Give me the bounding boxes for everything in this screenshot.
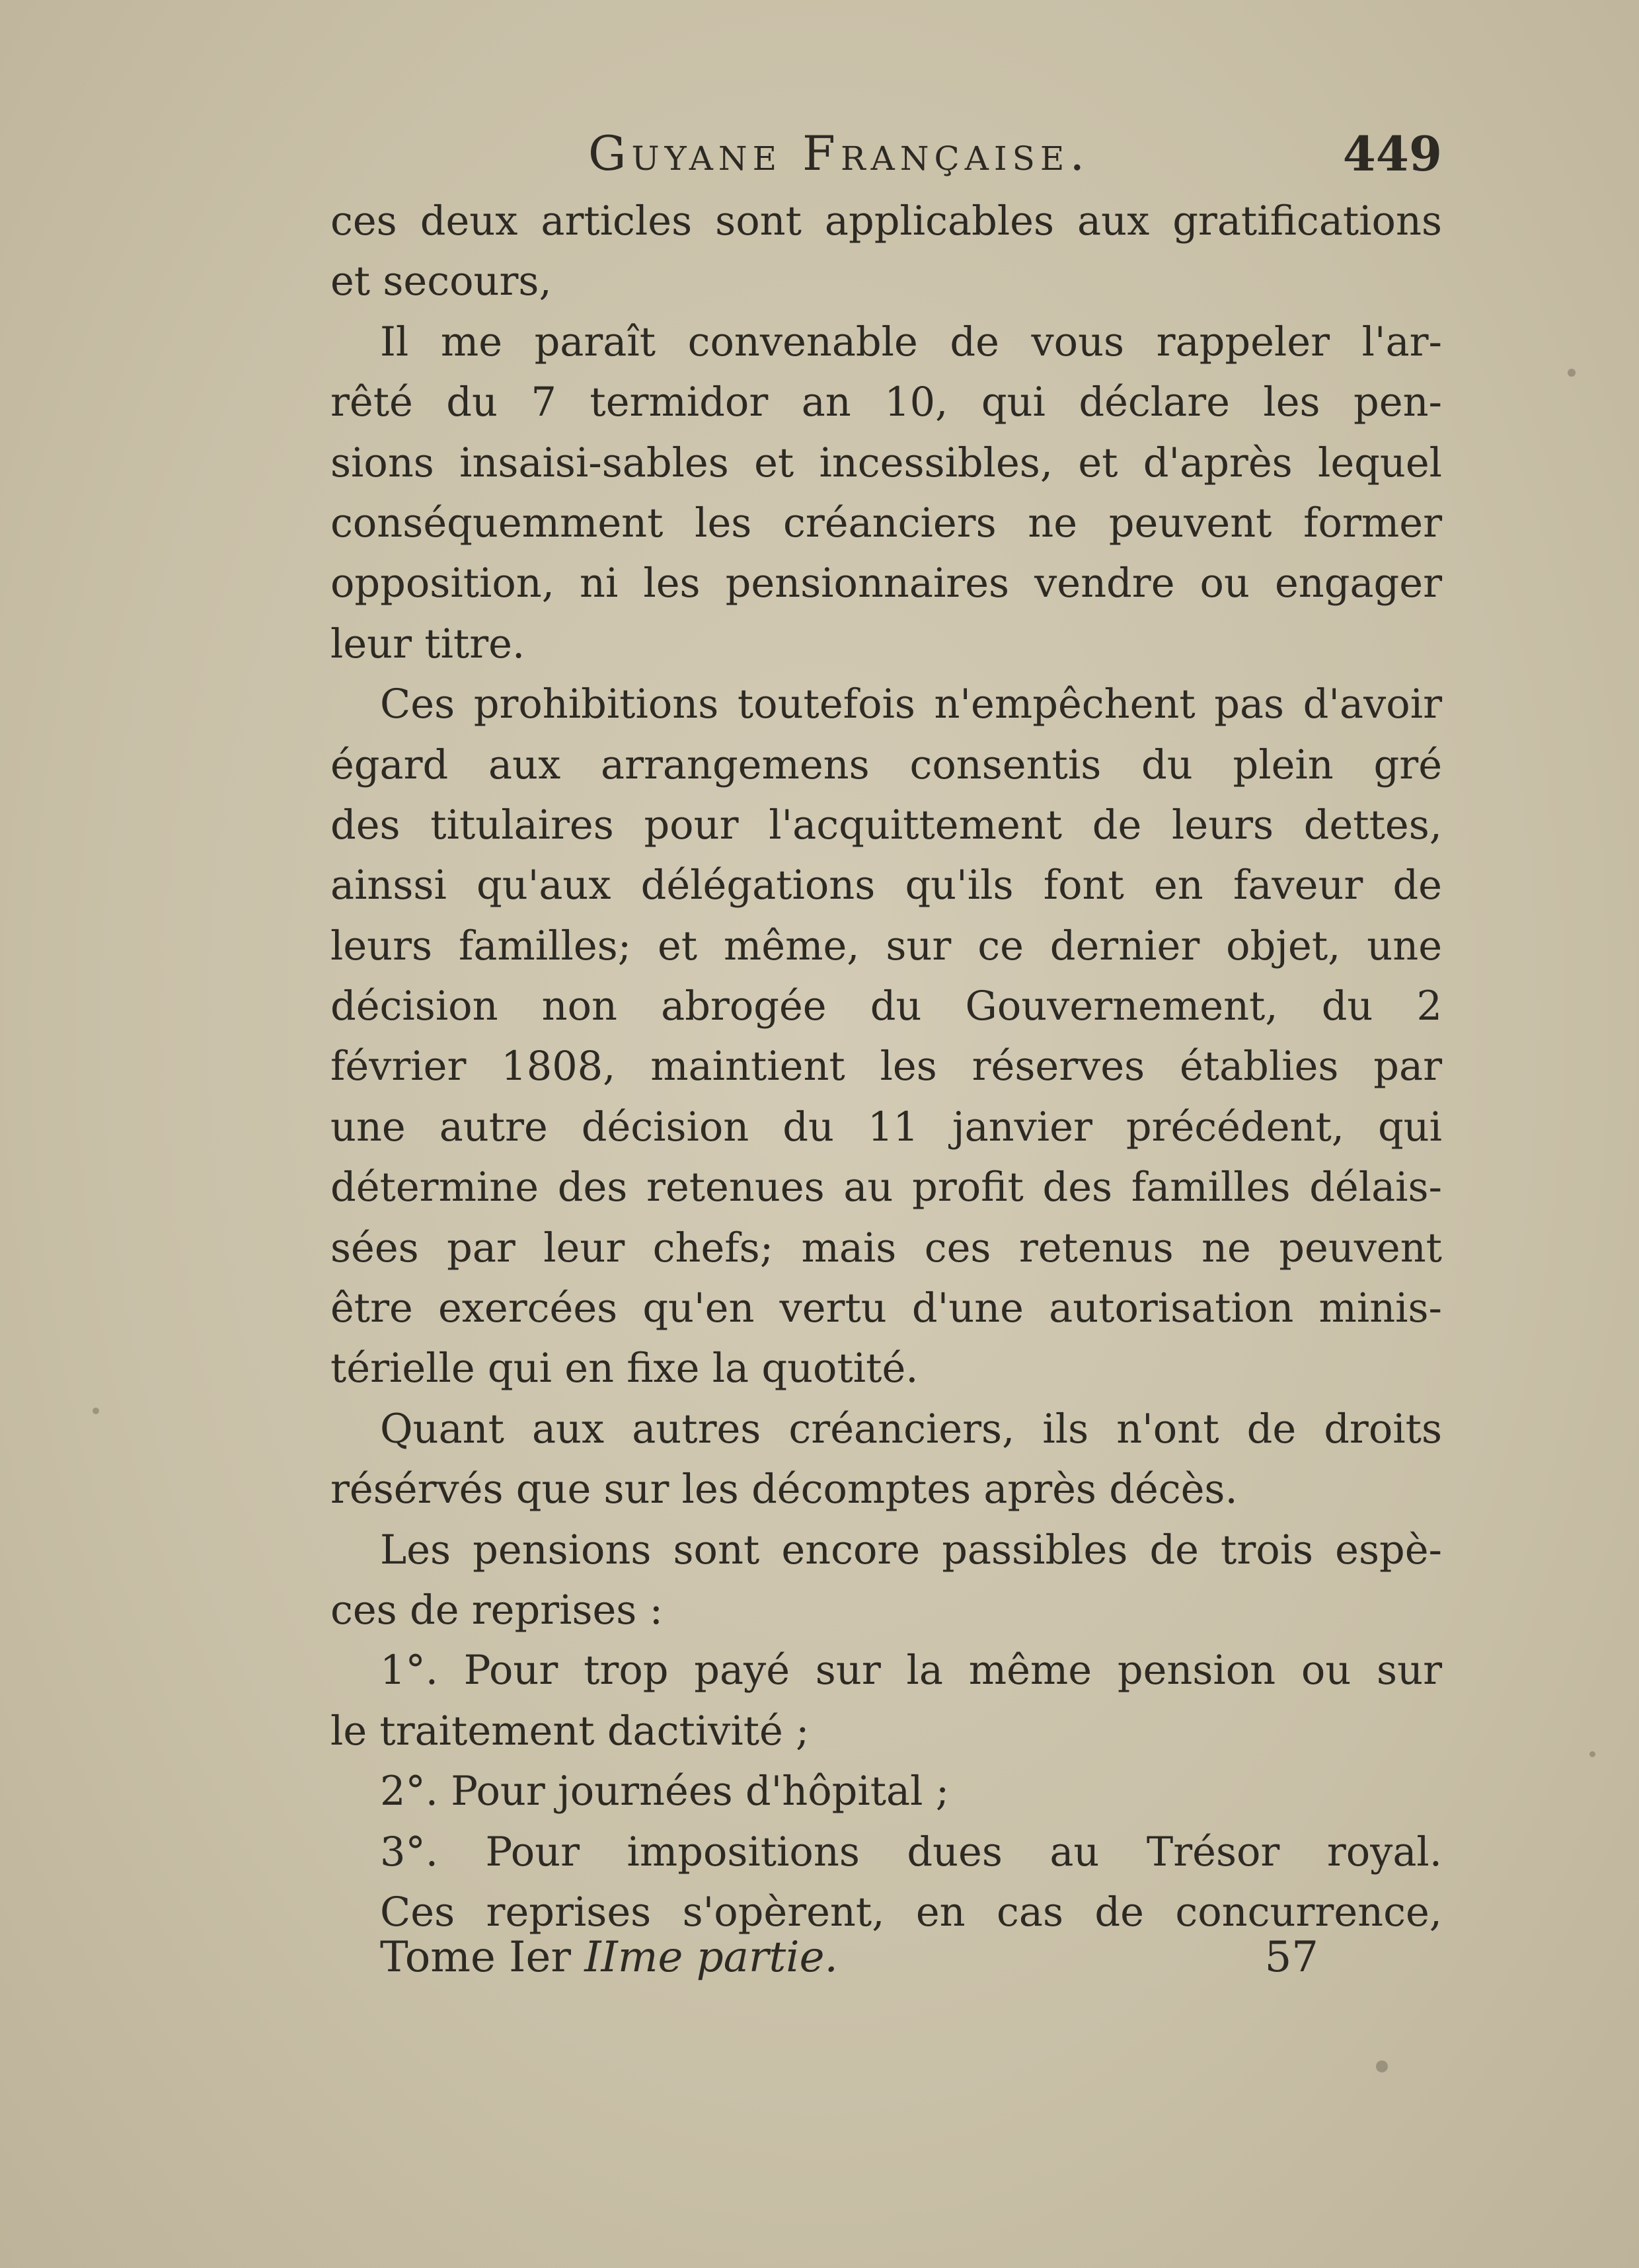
page-footer (380, 1933, 1318, 1996)
text-line: 1°. Pour trop payé sur la même pension ou sur (380, 1647, 1442, 1694)
signature-line (380, 1933, 838, 1982)
text-line: des titulaires pour l'acquittement de leurs dettes, (330, 802, 1442, 849)
signature-part: IIme partie. (584, 1933, 838, 1982)
text-line: Quant aux autres créanciers, ils n'ont de droits (380, 1406, 1442, 1453)
paper-speck (1589, 1751, 1595, 1757)
body-text (330, 192, 1442, 1943)
signature-mark: 57 (1264, 1933, 1318, 1982)
text-line: sées par leur chefs; mais ces retenus ne peuvent (330, 1225, 1442, 1271)
text-line: ces deux articles sont applicables aux gratifications (330, 198, 1442, 245)
text-line: Il me paraît convenable de vous rappeler l'ar- (380, 319, 1442, 365)
text-line: opposition, ni les pensionnaires vendre ou engager (330, 560, 1442, 607)
text-line: résérvés que sur les décomptes après décès. (330, 1466, 1238, 1513)
text-line: Les pensions sont encore passibles de trois espè- (380, 1527, 1442, 1573)
paper-speck (93, 1408, 99, 1414)
text-line: décision non abrogée du Gouvernement, du 2 (330, 983, 1442, 1030)
paper-speck (1568, 369, 1576, 377)
text-line: une autre décision du 11 janvier précédent, qui (330, 1104, 1442, 1151)
signature-volume: Tome Ier (380, 1933, 585, 1982)
text-line: leurs familles; et même, sur ce dernier objet, une (330, 923, 1442, 969)
text-line: février 1808, maintient les réserves établies par (330, 1043, 1442, 1090)
text-line: et secours, (330, 258, 552, 305)
text-line: égard aux arrangemens consentis du plein gré (330, 741, 1442, 788)
text-line: le traitement dactivité ; (330, 1708, 810, 1755)
text-line: rêté du 7 termidor an 10, qui déclare les pen- (330, 379, 1442, 426)
running-title: Guyane Française. (588, 126, 1090, 181)
text-line: être exercées qu'en vertu d'une autorisation minis- (330, 1285, 1442, 1332)
text-line: leur titre. (330, 621, 525, 667)
text-line: 3°. Pour impositions dues au Trésor royal. (380, 1829, 1442, 1875)
text-line: 2°. Pour journées d'hôpital ; (380, 1768, 950, 1815)
paper-speck (1376, 2060, 1388, 2072)
text-line: détermine des retenues au profit des familles délais- (330, 1164, 1442, 1211)
page-number: 449 (1342, 126, 1442, 182)
text-line: ainssi qu'aux délégations qu'ils font en faveur de (330, 862, 1442, 909)
text-line: Ces prohibitions toutefois n'empêchent pas d'avoir (380, 681, 1442, 728)
page-header (330, 126, 1442, 192)
text-line: Ces reprises s'opèrent, en cas de concurrence, (380, 1889, 1442, 1936)
text-line: térielle qui en fixe la quotité. (330, 1345, 919, 1392)
text-line: conséquemment les créanciers ne peuvent former (330, 500, 1442, 547)
text-line: ces de reprises : (330, 1587, 663, 1634)
text-line: sions insaisi-sables et incessibles, et d'après lequel (330, 439, 1442, 486)
